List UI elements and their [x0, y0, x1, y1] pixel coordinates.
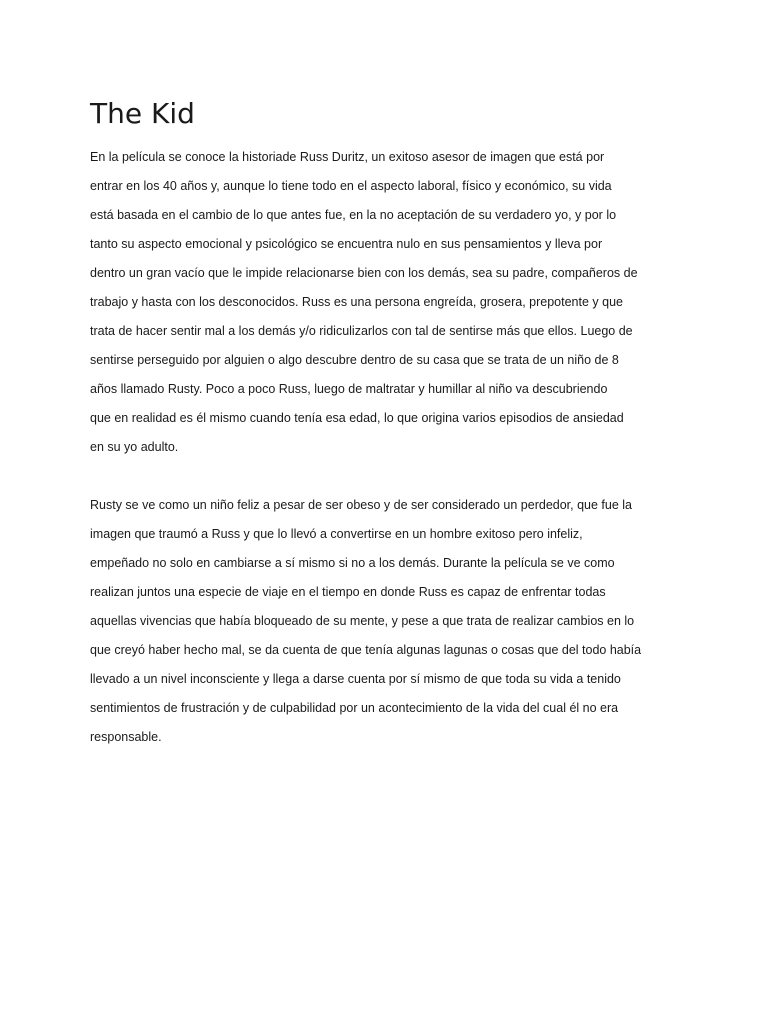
paragraph-line: imagen que traumó a Russ y que lo llevó a convertirse en un hombre exitoso pero infeliz, [90, 527, 583, 541]
paragraph-line: en su yo adulto. [90, 440, 179, 454]
paragraph-line: trata de hacer sentir mal a los demás y/o ridiculizarlos con tal de sentirse más que ellos. Luego de [90, 324, 633, 338]
paragraph-line: trabajo y hasta con los desconocidos. Russ es una persona engreída, grosera, prepotente y que [90, 295, 623, 309]
paragraph-line: que en realidad es él mismo cuando tenía esa edad, lo que origina varios episodios de ansiedad [90, 411, 624, 425]
paragraph-line: años llamado Rusty. Poco a poco Russ, luego de maltratar y humillar al niño va descubriendo [90, 382, 608, 396]
paragraph-line: Rusty se ve como un niño feliz a pesar de ser obeso y de ser considerado un perdedor, que fue la [90, 498, 632, 512]
paragraph-line: sentimientos de frustración y de culpabilidad por un acontecimiento de la vida del cual él no era [90, 701, 619, 715]
paragraph-line: En la película se conoce la historiade Russ Duritz, un exitoso asesor de imagen que está por [90, 150, 605, 164]
paragraph-line: entrar en los 40 años y, aunque lo tiene todo en el aspecto laboral, físico y económico, su vida [90, 179, 612, 193]
paragraph-line: que creyó haber hecho mal, se da cuenta de que tenía algunas lagunas o cosas que del todo había [90, 643, 642, 657]
paragraph-line: llevado a un nivel inconsciente y llega a darse cuenta por sí mismo de que toda su vida a tenido [90, 672, 621, 686]
paragraph-line: sentirse perseguido por alguien o algo descubre dentro de su casa que se trata de un niño de 8 [90, 353, 619, 367]
document-title: The Kid [90, 97, 195, 130]
paragraph-line: realizan juntos una especie de viaje en el tiempo en donde Russ es capaz de enfrentar todas [90, 585, 606, 599]
paragraph-1 [90, 143, 650, 462]
paragraph-line: empeñado no solo en cambiarse a sí mismo si no a los demás. Durante la película se ve como [90, 556, 615, 570]
paragraph-line: aquellas vivencias que había bloqueado de su mente, y pese a que trata de realizar cambios en lo [90, 614, 635, 628]
paragraph-line: responsable. [90, 730, 162, 744]
paragraph-line: está basada en el cambio de lo que antes fue, en la no aceptación de su verdadero yo, y por lo [90, 208, 617, 222]
paragraph-line: tanto su aspecto emocional y psicológico se encuentra nulo en sus pensamientos y lleva por [90, 237, 603, 251]
paragraph-line: dentro un gran vacío que le impide relacionarse bien con los demás, sea su padre, compañeros de [90, 266, 638, 280]
paragraph-2 [90, 491, 650, 752]
